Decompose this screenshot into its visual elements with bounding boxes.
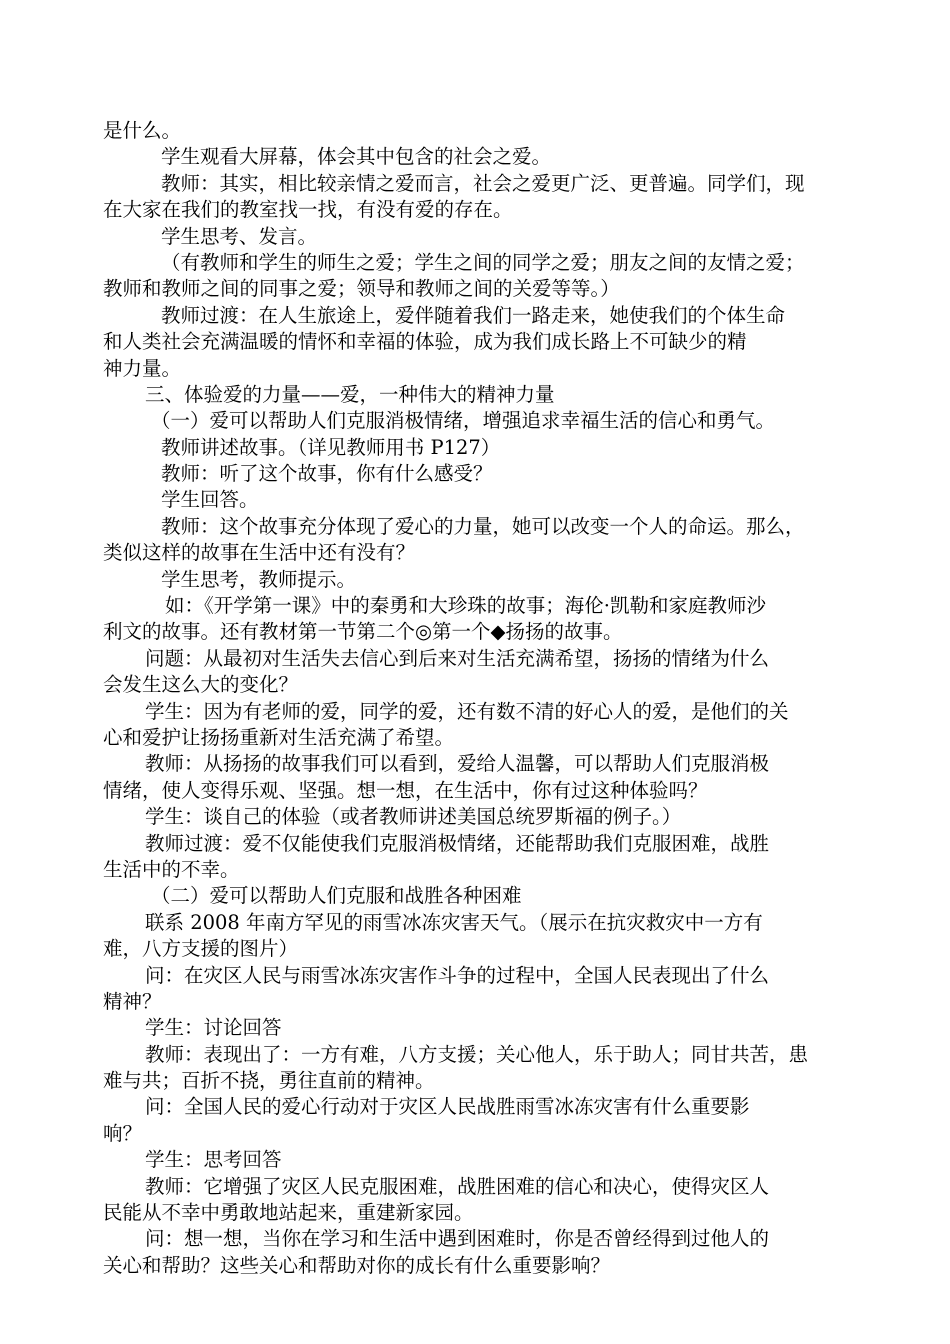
text-line: 如：《开学第一课》中的秦勇和大珍珠的故事；海伦·凯勒和家庭教师沙 <box>165 594 766 618</box>
text-line: 会发生这么大的变化？ <box>103 673 299 697</box>
text-line: 问：想一想，当你在学习和生活中遇到困难时，你是否曾经得到过他人的 <box>145 1227 770 1251</box>
text-line: 教师：这个故事充分体现了爱心的力量，她可以改变一个人的命运。那么， <box>161 514 805 538</box>
text-line: 学生：讨论回答 <box>145 1016 282 1040</box>
text-line: 类似这样的故事在生活中还有没有？ <box>103 541 416 565</box>
text-line: 响？ <box>103 1121 143 1145</box>
text-line: 学生思考、发言。 <box>161 224 318 248</box>
text-line: 心和爱护让扬扬重新对生活充满了希望。 <box>103 725 455 749</box>
text-line: 教师和教师之间的同事之爱；领导和教师之间的关爱等等。） <box>103 277 620 301</box>
text-line: 教师：它增强了灾区人民克服困难，战胜困难的信心和决心，使得灾区人 <box>145 1174 770 1198</box>
text-line: 学生思考，教师提示。 <box>161 567 357 591</box>
text-line: 问：全国人民的爱心行动对于灾区人民战胜雨雪冰冻灾害有什么重要影 <box>145 1095 750 1119</box>
text-line: 教师：其实，相比较亲情之爱而言，社会之爱更广泛、更普遍。同学们，现 <box>161 171 805 195</box>
subsection-heading: （二）爱可以帮助人们克服和战胜各种困难 <box>151 884 522 908</box>
text-line: 教师：表现出了：一方有难，八方支援；关心他人，乐于助人；同甘共苦，患 <box>145 1042 809 1066</box>
text-line: 难与共；百折不挠，勇往直前的精神。 <box>103 1069 435 1093</box>
text-line: 精神？ <box>103 989 162 1013</box>
text-line: 民能从不幸中勇敢地站起来，重建新家园。 <box>103 1201 474 1225</box>
text-line: 利文的故事。还有教材第一节第二个◎第一个◆扬扬的故事。 <box>103 620 623 644</box>
document-body <box>103 118 859 1279</box>
text-line: 学生回答。 <box>161 488 259 512</box>
text-line: 学生：因为有老师的爱，同学的爱，还有数不清的好心人的爱，是他们的关 <box>145 699 789 723</box>
section-heading: 三、体验爱的力量——爱，一种伟大的精神力量 <box>145 382 555 406</box>
text-line: 教师：听了这个故事，你有什么感受？ <box>161 462 493 486</box>
text-line: 和人类社会充满温暖的情怀和幸福的体验，成为我们成长路上不可缺少的精 <box>103 330 747 354</box>
text-line: 神力量。 <box>103 356 182 380</box>
text-line: 教师过渡：在人生旅途上，爱伴随着我们一路走来，她使我们的个体生命 <box>161 303 786 327</box>
text-line: 生活中的不幸。 <box>103 857 240 881</box>
text-line: 教师：从扬扬的故事我们可以看到，爱给人温馨，可以帮助人们克服消极 <box>145 752 770 776</box>
text-line: 教师过渡：爱不仅能使我们克服消极情绪，还能帮助我们克服困难，战胜 <box>145 831 770 855</box>
subsection-heading: （一）爱可以帮助人们克服消极情绪，增强追求幸福生活的信心和勇气。 <box>151 409 776 433</box>
text-line: 在大家在我们的教室找一找，有没有爱的存在。 <box>103 198 513 222</box>
text-line: 问：在灾区人民与雨雪冰冻灾害作斗争的过程中，全国人民表现出了什么 <box>145 963 770 987</box>
text-line: （有教师和学生的师生之爱；学生之间的同学之爱；朋友之间的友情之爱； <box>161 250 805 274</box>
text-line: 是什么。 <box>103 119 182 142</box>
text-line: 学生观看大屏幕，体会其中包含的社会之爱。 <box>161 145 552 169</box>
text-line: 关心和帮助？这些关心和帮助对你的成长有什么重要影响？ <box>103 1253 611 1277</box>
text-line: 情绪，使人变得乐观、坚强。想一想，在生活中，你有过这种体验吗？ <box>103 778 708 802</box>
text-line: 学生：思考回答 <box>145 1148 282 1172</box>
text-line: 联系 2008 年南方罕见的雨雪冰冻灾害天气。（展示在抗灾救灾中一方有 <box>145 910 763 934</box>
text-line: 问题：从最初对生活失去信心到后来对生活充满希望，扬扬的情绪为什么 <box>145 646 770 670</box>
text-line: 难，八方支援的图片） <box>103 937 299 961</box>
text-line: 教师讲述故事。（详见教师用书 P127） <box>161 435 501 459</box>
text-line: 学生：谈自己的体验（或者教师讲述美国总统罗斯福的例子。） <box>145 805 682 829</box>
